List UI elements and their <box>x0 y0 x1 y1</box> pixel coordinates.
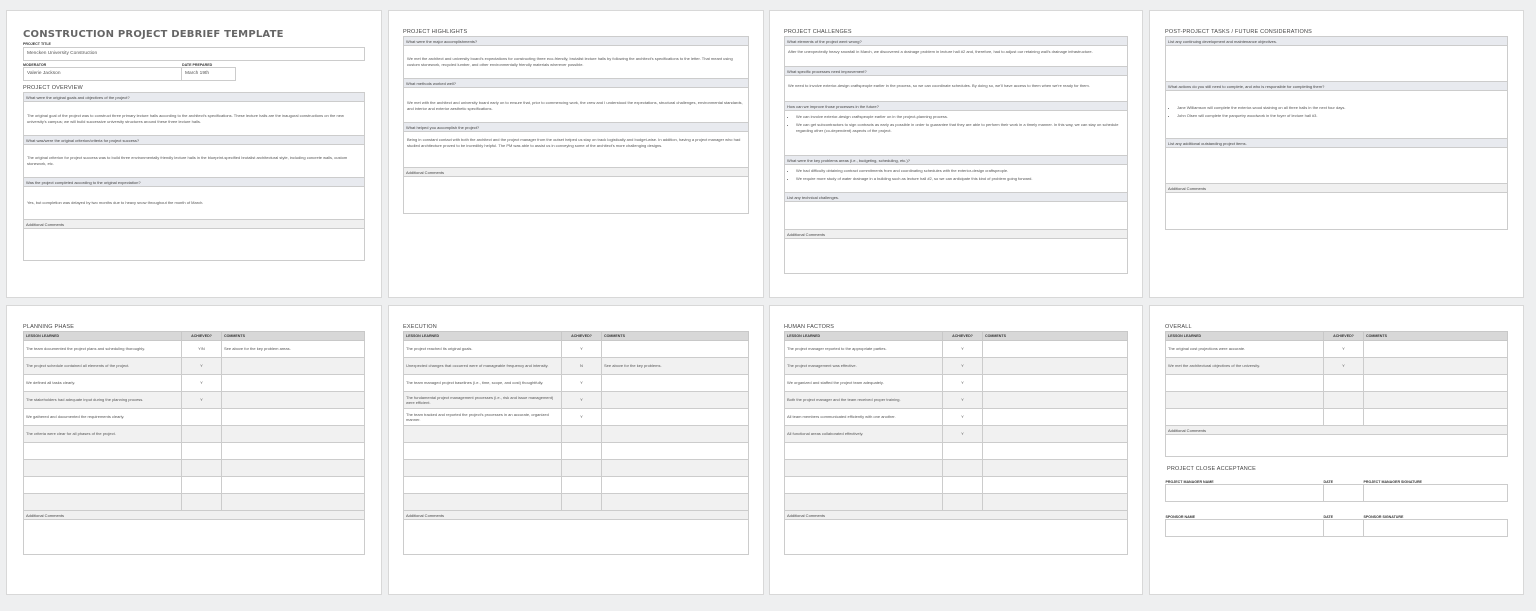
comments-cell[interactable] <box>1364 341 1508 358</box>
comments-cell[interactable] <box>983 477 1128 494</box>
comments-cell[interactable] <box>222 477 365 494</box>
overview-answer-1[interactable]: The original goal of the project was to construct three primary lecture halls according to the architect's specifications. These lecture halls are the inaugural constructions on the new university's campus; we will build successive university structures around these three lecture halls. <box>24 102 364 136</box>
lesson-cell[interactable] <box>1166 392 1324 409</box>
achieved-cell[interactable] <box>562 477 602 494</box>
execution-additional-comments-label: Additional Comments <box>404 511 748 520</box>
challenges-table <box>784 36 1128 274</box>
achieved-cell[interactable] <box>562 443 602 460</box>
highlights-table <box>403 36 749 214</box>
pm-name-field[interactable] <box>1166 485 1324 502</box>
table-row <box>785 358 1128 375</box>
lesson-cell[interactable]: The project management was effective. <box>785 358 943 375</box>
achieved-cell[interactable] <box>182 409 222 426</box>
challenges-answer-3-bullet-2: • We can get subcontractors to sign contracts as early as possible in order to guarantee that they are able to perform their work in a timely manner. In this way, we can stay on schedule regarding other (co-dependent) aspects of the project. <box>796 122 1124 134</box>
post-project-answer-1[interactable] <box>1166 46 1507 82</box>
achieved-cell[interactable] <box>943 494 983 511</box>
achieved-cell[interactable] <box>562 426 602 443</box>
challenges-answer-4-bullet-2: • We require more study of water drainage in a building such as lecture hall #2, so we can anticipate this kind of problem going forward. <box>796 176 1124 182</box>
table-row <box>785 392 1128 409</box>
table-row <box>404 494 749 511</box>
lesson-cell[interactable] <box>1166 375 1324 392</box>
execution-additional-comments <box>403 511 749 555</box>
lesson-cell[interactable]: We met the architectural objectives of the university. <box>1166 358 1324 375</box>
challenges-question-1: What elements of the project went wrong? <box>785 37 1127 46</box>
lesson-cell[interactable] <box>785 460 943 477</box>
achieved-cell[interactable]: Y <box>562 409 602 426</box>
challenges-question-3: How can we improve those processes in the future? <box>785 102 1127 111</box>
comments-cell[interactable] <box>602 341 749 358</box>
execution-header-lesson: LESSON LEARNED <box>404 332 562 341</box>
achieved-cell[interactable] <box>1324 409 1364 426</box>
pm-date-label: DATE <box>1323 480 1334 484</box>
lesson-cell[interactable]: The project reached its original goals. <box>404 341 562 358</box>
lesson-cell[interactable]: We gathered and documented the requirements clearly. <box>24 409 182 426</box>
lesson-cell[interactable]: Unexpected changes that occurred were of manageable frequency and intensity. <box>404 358 562 375</box>
achieved-cell[interactable]: Y/N <box>182 341 222 358</box>
lesson-cell[interactable]: The original cost projections were accurate. <box>1166 341 1324 358</box>
table-row <box>785 494 1128 511</box>
lesson-cell[interactable] <box>785 443 943 460</box>
post-project-answer-3[interactable] <box>1166 148 1507 184</box>
lesson-cell[interactable]: The criteria were clear for all phases of the project. <box>24 426 182 443</box>
achieved-cell[interactable] <box>562 460 602 477</box>
lesson-cell[interactable]: The team documented the project plans and scheduling thoroughly. <box>24 341 182 358</box>
achieved-cell[interactable]: Y <box>943 409 983 426</box>
challenges-answer-4-bullet-1: • We had difficulty obtaining contract commitments from and coordinating schedules with the exterior-design craftspeople. <box>796 168 1124 174</box>
overview-additional-comments-field[interactable] <box>24 229 364 260</box>
achieved-cell[interactable]: Y <box>943 392 983 409</box>
overall-additional-comments-label: Additional Comments <box>1166 426 1507 435</box>
post-project-answer-2-bullet-1: • Jane Williamson will complete the exterior-wood staining on all three halls in the next four days. <box>1177 105 1504 111</box>
overview-answer-2[interactable]: The original criterion for project success was to build three environmentally friendly lecture halls in the blueprint-specified brutalist architectural style, including concrete walls, custom stonework, etc. <box>24 145 364 178</box>
achieved-cell[interactable]: Y <box>943 341 983 358</box>
post-project-question-2: What actions do you still need to complete, and who is responsible for completing them? <box>1166 82 1507 91</box>
post-project-table <box>1165 36 1508 230</box>
human-factors-table <box>784 331 1128 511</box>
table-row <box>24 443 365 460</box>
overview-question-1: What were the original goals and objectives of the project? <box>24 93 364 102</box>
comments-cell[interactable] <box>602 426 749 443</box>
lesson-cell[interactable]: The fundamental project management processes (i.e., risk and issue management) were efficient. <box>404 392 562 409</box>
human-factors-header-achieved: ACHIEVED? <box>943 332 983 341</box>
table-row <box>404 392 749 409</box>
overall-section-title: OVERALL <box>1165 324 1192 330</box>
post-project-additional-comments-label: Additional Comments <box>1166 184 1507 193</box>
overview-section-title: PROJECT OVERVIEW <box>23 85 83 91</box>
date-prepared-label: DATE PREPARED <box>182 63 213 67</box>
table-row <box>1166 392 1508 409</box>
table-row <box>1166 341 1508 358</box>
comments-cell[interactable] <box>1364 409 1508 426</box>
table-row <box>24 477 365 494</box>
table-row <box>404 477 749 494</box>
table-row <box>404 409 749 426</box>
overall-header-comments: COMMENTS <box>1364 332 1508 341</box>
table-row <box>785 443 1128 460</box>
human-factors-additional-comments <box>784 511 1128 555</box>
human-factors-header-comments: COMMENTS <box>983 332 1128 341</box>
overall-table <box>1165 331 1508 426</box>
highlights-question-2: What methods worked well? <box>404 79 748 88</box>
lesson-cell[interactable] <box>24 460 182 477</box>
sponsor-signature-field[interactable] <box>1364 520 1508 537</box>
comments-cell[interactable] <box>1364 375 1508 392</box>
lesson-cell[interactable] <box>404 460 562 477</box>
table-row <box>404 341 749 358</box>
lesson-cell[interactable] <box>404 443 562 460</box>
execution-section-title: EXECUTION <box>403 324 437 330</box>
comments-cell[interactable] <box>602 477 749 494</box>
human-factors-additional-comments-field[interactable] <box>785 520 1127 554</box>
comments-cell[interactable] <box>983 443 1128 460</box>
achieved-cell[interactable] <box>182 426 222 443</box>
table-row <box>24 460 365 477</box>
achieved-cell[interactable] <box>943 477 983 494</box>
planning-section-title: PLANNING PHASE <box>23 324 75 330</box>
comments-cell[interactable] <box>1364 392 1508 409</box>
achieved-cell[interactable] <box>182 460 222 477</box>
comments-cell[interactable] <box>602 494 749 511</box>
achieved-cell[interactable]: Y <box>562 375 602 392</box>
challenges-answer-3-bullet-1: • We can involve exterior-design craftspeople earlier on in the project-planning process. <box>796 114 1124 120</box>
table-row <box>1166 375 1508 392</box>
overall-header-achieved: ACHIEVED? <box>1324 332 1364 341</box>
table-row <box>404 426 749 443</box>
table-row <box>1166 358 1508 375</box>
sponsor-date-field[interactable] <box>1324 520 1364 537</box>
overview-answer-3[interactable]: Yes, but completion was delayed by two months due to heavy snow throughout the month of March. <box>24 187 364 220</box>
highlights-answer-2[interactable]: We met with the architect and university board early on to ensure that, prior to commencing work, the crew and I understood the expectations, structural challenges, environmental standards, and interior and exterior aesthetic specifications. <box>404 88 748 123</box>
lesson-cell[interactable]: The stakeholders had adequate input during the planning process. <box>24 392 182 409</box>
challenges-answer-5[interactable] <box>785 202 1127 230</box>
achieved-cell[interactable]: N <box>562 358 602 375</box>
table-row <box>785 409 1128 426</box>
lesson-cell[interactable]: Both the project manager and the team received proper training. <box>785 392 943 409</box>
lesson-cell[interactable]: The project manager reported to the appropriate parties. <box>785 341 943 358</box>
comments-cell[interactable] <box>602 460 749 477</box>
overview-additional-comments-label: Additional Comments <box>24 220 364 229</box>
comments-cell[interactable] <box>983 375 1128 392</box>
page-1-overview <box>6 10 382 298</box>
comments-cell[interactable] <box>983 460 1128 477</box>
planning-additional-comments-label: Additional Comments <box>24 511 364 520</box>
comments-cell[interactable] <box>222 443 365 460</box>
achieved-cell[interactable]: Y <box>182 392 222 409</box>
lesson-cell[interactable] <box>404 477 562 494</box>
close-acceptance-title: PROJECT CLOSE ACCEPTANCE <box>1167 466 1256 472</box>
achieved-cell[interactable] <box>1324 375 1364 392</box>
table-row <box>24 392 365 409</box>
lesson-cell[interactable] <box>1166 409 1324 426</box>
page-2-highlights <box>388 10 764 298</box>
page-6-execution <box>388 305 764 595</box>
lesson-cell[interactable]: We defined all tasks clearly. <box>24 375 182 392</box>
comments-cell[interactable]: See above for the key problem areas. <box>222 341 365 358</box>
comments-cell[interactable] <box>983 426 1128 443</box>
post-project-additional-comments-field[interactable] <box>1166 193 1507 229</box>
lesson-cell[interactable]: All team members communicated efficiently with one another. <box>785 409 943 426</box>
pm-signature-label: PROJECT MANAGER SIGNATURE <box>1363 480 1422 484</box>
comments-cell[interactable] <box>222 392 365 409</box>
challenges-answer-1[interactable]: After the unexpectedly heavy snowfall in March, we discovered a drainage problem in lecture hall #2 and, therefore, had to adjust our retaining wall's drainage infrastructure. <box>785 46 1127 67</box>
table-row <box>24 426 365 443</box>
table-row <box>1166 409 1508 426</box>
achieved-cell[interactable] <box>182 477 222 494</box>
planning-header-achieved: ACHIEVED? <box>182 332 222 341</box>
challenges-answer-4[interactable] <box>785 165 1127 193</box>
achieved-cell[interactable] <box>562 494 602 511</box>
comments-cell[interactable]: See above for the key problems. <box>602 358 749 375</box>
sponsor-signature-table <box>1165 515 1508 537</box>
planning-additional-comments-field[interactable] <box>24 520 364 554</box>
achieved-cell[interactable] <box>943 443 983 460</box>
table-row <box>785 375 1128 392</box>
comments-cell[interactable] <box>222 409 365 426</box>
comments-cell[interactable] <box>222 375 365 392</box>
highlights-section-title: PROJECT HIGHLIGHTS <box>403 29 468 35</box>
achieved-cell[interactable]: Y <box>1324 341 1364 358</box>
table-row <box>24 409 365 426</box>
post-project-answer-2-bullet-2: • John Olsen will complete the parquetry woodwork in the foyer of lecture hall #3. <box>1177 113 1504 119</box>
table-row <box>404 375 749 392</box>
page-4-post-project <box>1149 10 1524 298</box>
planning-additional-comments <box>23 511 365 555</box>
lesson-cell[interactable]: The team tracked and reported the project's processes in an accurate, organized manner. <box>404 409 562 426</box>
comments-cell[interactable] <box>983 341 1128 358</box>
project-title-field[interactable]: Mencken University Construction <box>23 47 365 61</box>
table-row <box>24 358 365 375</box>
document-title: CONSTRUCTION PROJECT DEBRIEF TEMPLATE <box>23 29 284 40</box>
post-project-question-1: List any continuing development and maintenance objectives. <box>1166 37 1507 46</box>
overall-additional-comments <box>1165 426 1508 457</box>
table-row <box>404 358 749 375</box>
highlights-answer-1[interactable]: We met the architect and university board's expectations for constructing three eco-friendly, brutalist lecture halls by following the architect's specifications to the letter. That meant using custom stonework, recycled lumber, and other environmentally friendly materials wherever possible. <box>404 46 748 79</box>
sponsor-name-field[interactable] <box>1166 520 1324 537</box>
execution-header-achieved: ACHIEVED? <box>562 332 602 341</box>
lesson-cell[interactable] <box>404 494 562 511</box>
lesson-cell[interactable]: We organized and staffed the project team adequately. <box>785 375 943 392</box>
achieved-cell[interactable] <box>1324 392 1364 409</box>
challenges-answer-2[interactable]: We need to involve exterior-design craftspeople earlier in the process, so we can coordinate schedules. By doing so, we'll have access to them when we're ready for them. <box>785 76 1127 102</box>
lesson-cell[interactable] <box>24 494 182 511</box>
lesson-cell[interactable]: All functional areas collaborated effectively. <box>785 426 943 443</box>
sponsor-name-label: SPONSOR NAME <box>1165 515 1196 519</box>
achieved-cell[interactable]: Y <box>943 358 983 375</box>
execution-additional-comments-field[interactable] <box>404 520 748 554</box>
moderator-field[interactable]: Valerie Jackson <box>23 67 182 81</box>
lesson-cell[interactable]: The project schedule contained all elements of the project. <box>24 358 182 375</box>
sponsor-signature-label: SPONSOR SIGNATURE <box>1363 515 1404 519</box>
planning-header-lesson: LESSON LEARNED <box>24 332 182 341</box>
overview-question-3: Was the project completed according to the original expectation? <box>24 178 364 187</box>
human-factors-header-lesson: LESSON LEARNED <box>785 332 943 341</box>
pm-signature-table <box>1165 480 1508 502</box>
sponsor-date-label: DATE <box>1323 515 1334 519</box>
comments-cell[interactable] <box>602 375 749 392</box>
execution-header-comments: COMMENTS <box>602 332 749 341</box>
page-3-challenges <box>769 10 1143 298</box>
page-7-human-factors <box>769 305 1143 595</box>
comments-cell[interactable] <box>222 426 365 443</box>
highlights-answer-3[interactable]: Being in constant contact with both the architect and the project manager from the outset helped us stay on track logistically and budget-wise. In addition, having a project manager who had studied architecture proved to be incredibly helpful. The PM was able to assist us in conveying some of the architect's more challenging designs. <box>404 132 748 168</box>
moderator-label: MODERATOR <box>23 63 47 67</box>
pm-signature-field[interactable] <box>1364 485 1508 502</box>
table-row <box>404 460 749 477</box>
table-row <box>24 494 365 511</box>
pm-date-field[interactable] <box>1324 485 1364 502</box>
table-row <box>24 341 365 358</box>
table-row <box>785 477 1128 494</box>
overall-additional-comments-field[interactable] <box>1166 435 1507 456</box>
highlights-question-1: What were the major accomplishments? <box>404 37 748 46</box>
pm-name-label: PROJECT MANAGER NAME <box>1165 480 1214 484</box>
execution-table <box>403 331 749 511</box>
lesson-cell[interactable] <box>404 426 562 443</box>
planning-table <box>23 331 365 511</box>
post-project-question-3: List any additional outstanding project items. <box>1166 139 1507 148</box>
project-title-label: PROJECT TITLE <box>23 42 51 46</box>
achieved-cell[interactable] <box>182 494 222 511</box>
challenges-additional-comments-label: Additional Comments <box>785 230 1127 239</box>
challenges-additional-comments-field[interactable] <box>785 239 1127 273</box>
post-project-answer-2[interactable] <box>1166 91 1507 139</box>
table-row <box>785 426 1128 443</box>
achieved-cell[interactable] <box>182 443 222 460</box>
achieved-cell[interactable]: Y <box>182 375 222 392</box>
comments-cell[interactable] <box>1364 358 1508 375</box>
comments-cell[interactable] <box>222 494 365 511</box>
overall-header-lesson: LESSON LEARNED <box>1166 332 1324 341</box>
highlights-question-3: What helped you accomplish the project? <box>404 123 748 132</box>
highlights-additional-comments-label: Additional Comments <box>404 168 748 177</box>
lesson-cell[interactable] <box>785 494 943 511</box>
lesson-cell[interactable] <box>785 477 943 494</box>
comments-cell[interactable] <box>602 392 749 409</box>
lesson-cell[interactable] <box>24 443 182 460</box>
comments-cell[interactable] <box>602 443 749 460</box>
achieved-cell[interactable] <box>943 460 983 477</box>
comments-cell[interactable] <box>222 460 365 477</box>
page-8-overall <box>1149 305 1524 595</box>
challenges-question-2: What specific processes need improvement? <box>785 67 1127 76</box>
table-row <box>24 375 365 392</box>
planning-header-comments: COMMENTS <box>222 332 365 341</box>
comments-cell[interactable] <box>983 409 1128 426</box>
highlights-additional-comments-field[interactable] <box>404 177 748 213</box>
challenges-answer-3[interactable] <box>785 111 1127 156</box>
table-row <box>785 460 1128 477</box>
lesson-cell[interactable]: The team managed project baselines (i.e., time, scope, and cost) thoughtfully. <box>404 375 562 392</box>
achieved-cell[interactable]: Y <box>562 392 602 409</box>
achieved-cell[interactable]: Y <box>943 426 983 443</box>
human-factors-section-title: HUMAN FACTORS <box>784 324 835 330</box>
comments-cell[interactable] <box>983 358 1128 375</box>
comments-cell[interactable] <box>602 409 749 426</box>
lesson-cell[interactable] <box>24 477 182 494</box>
page-5-planning <box>6 305 382 595</box>
table-row <box>404 443 749 460</box>
human-factors-additional-comments-label: Additional Comments <box>785 511 1127 520</box>
comments-cell[interactable] <box>983 392 1128 409</box>
overview-question-2: What was/were the original criterion/criteria for project success? <box>24 136 364 145</box>
challenges-question-4: What were the key problems areas (i.e., budgeting, scheduling, etc.)? <box>785 156 1127 165</box>
achieved-cell[interactable]: Y <box>943 375 983 392</box>
table-row <box>785 341 1128 358</box>
overview-table <box>23 92 365 261</box>
challenges-section-title: PROJECT CHALLENGES <box>784 29 852 35</box>
comments-cell[interactable] <box>983 494 1128 511</box>
date-prepared-field[interactable]: March 19th <box>182 67 236 81</box>
achieved-cell[interactable]: Y <box>562 341 602 358</box>
post-project-section-title: POST-PROJECT TASKS / FUTURE CONSIDERATIONS <box>1165 29 1313 35</box>
comments-cell[interactable] <box>222 358 365 375</box>
achieved-cell[interactable]: Y <box>182 358 222 375</box>
achieved-cell[interactable]: Y <box>1324 358 1364 375</box>
challenges-question-5: List any technical challenges. <box>785 193 1127 202</box>
